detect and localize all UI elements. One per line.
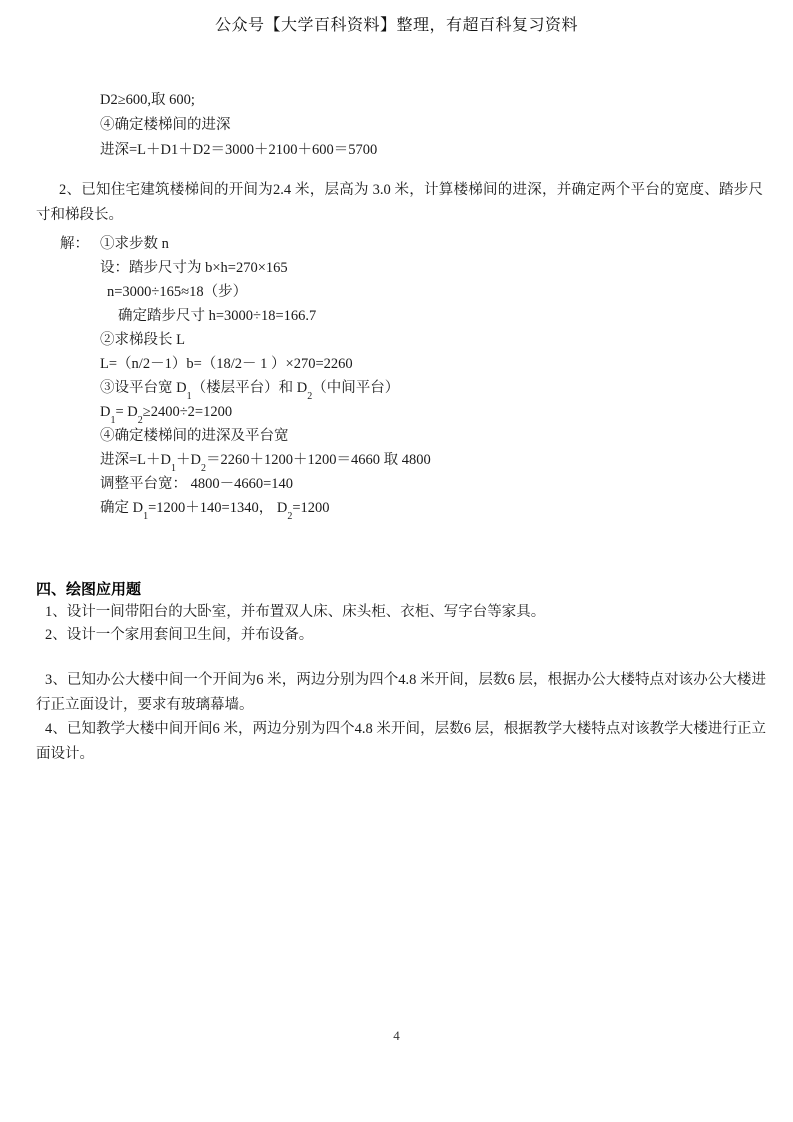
text-segment: D (100, 404, 111, 420)
text-segment: 确定 D (100, 500, 144, 516)
solution-line-step3-title (100, 376, 763, 400)
text-segment: （中间平台） (312, 380, 400, 396)
page-number: 4 (393, 1028, 400, 1043)
text-segment: （楼层平台）和 D (191, 380, 308, 396)
solution-line-step3-calc (100, 400, 763, 424)
text-segment: ≥2400÷2=1200 (142, 404, 233, 420)
text-segment: = D (115, 404, 138, 420)
previous-solution-block (100, 88, 763, 163)
solution-line-step4-title: ④确定楼梯间的进深及平台宽 (100, 428, 289, 444)
subscript: 2 (201, 462, 206, 474)
subscript: 1 (110, 414, 116, 426)
problem2-statement: 2、已知住宅建筑楼梯间的开间为2.4 米，层高为 3.0 米，计算楼梯间的进深，并确定两个平台的宽度、踏步尺寸和梯段长。 (36, 182, 763, 223)
section4-item-4: 4、已知教学大楼中间开间6 米，两边分别为四个4.8 米开间，层数6 层，根据教学大楼特点对该教学大楼进行正立面设计。 (36, 721, 766, 762)
section4-item-1: 1、设计一间带阳台的大卧室，并布置双人床、床头柜、衣柜、写字台等家具。 (45, 604, 546, 620)
solution-line-step1-title (60, 232, 763, 256)
prev-line-step4-title: ④确定楼梯间的进深 (100, 117, 231, 133)
solution-line-step2-calc: L=（n/2－1）b=（18/2－ 1 ）×270=2260 (100, 356, 353, 372)
text-segment: ＝2260＋1200＋1200＝4660 取 4800 (206, 452, 431, 468)
subscript: 1 (143, 510, 149, 522)
solution-line-step1-calc: n=3000÷165≈18（步） (107, 284, 248, 300)
solution-line-step2-title: ②求梯段长 L (100, 332, 185, 348)
prev-line-d2: D2≥600,取 600; (100, 92, 195, 108)
prev-line-depth-calc: 进深=L＋D1＋D2＝3000＋2100＋600＝5700 (100, 142, 378, 158)
subscript: 1 (186, 390, 192, 402)
problem2-solution-block (60, 232, 763, 520)
solution-line-step4-depth (100, 448, 763, 472)
section4-item-2: 2、设计一个家用套间卫生间，并布设备。 (45, 627, 314, 643)
solution-line-step1-confirm: 确定踏步尺寸 h=3000÷18=166.7 (118, 308, 317, 324)
step1-title: ①求步数 n (100, 236, 169, 252)
subscript: 2 (137, 414, 143, 426)
text-segment: 进深=L＋D (100, 452, 172, 468)
text-segment: =1200 (292, 500, 330, 516)
text-segment: =1200＋140=1340， D (148, 500, 288, 516)
subscript: 1 (171, 462, 177, 474)
subscript: 2 (287, 510, 293, 522)
page-header: 公众号【大学百科资料】整理，有超百科复习资料 (214, 17, 578, 34)
subscript: 2 (307, 390, 313, 402)
solution-line-step4-adjust: 调整平台宽： 4800－4660=140 (100, 476, 294, 492)
text-segment: ③设平台宽 D (100, 380, 187, 396)
solution-line-step4-confirm (100, 496, 763, 520)
solution-label: 解： (60, 236, 89, 252)
section4-title: 四、绘图应用题 (36, 582, 142, 598)
solution-line-step1-assume: 设：踏步尺寸为 b×h=270×165 (100, 260, 288, 276)
section4-item-3: 3、已知办公大楼中间一个开间为6 米，两边分别为四个4.8 米开间，层数6 层，根据办公大楼特点对该办公大楼进行正立面设计，要求有玻璃幕墙。 (36, 672, 766, 713)
text-segment: ＋D (176, 452, 201, 468)
